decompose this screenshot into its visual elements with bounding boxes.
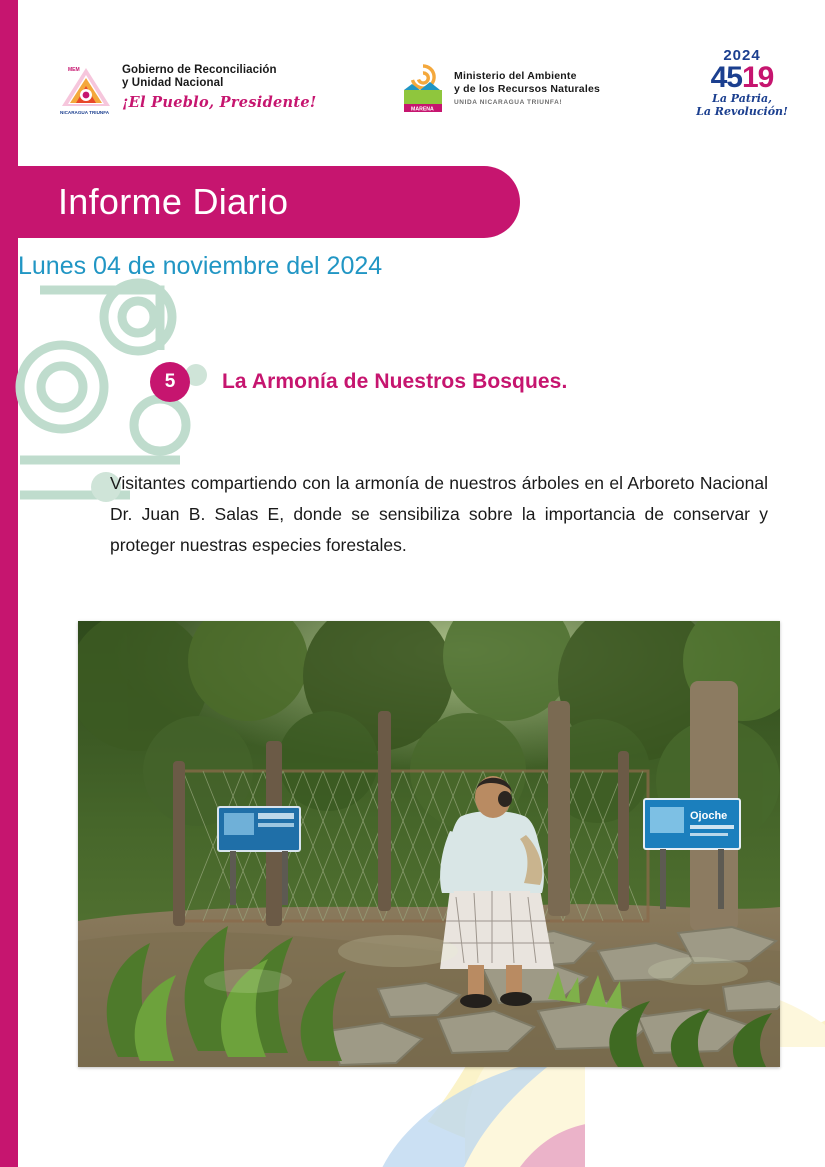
- gobierno-slogan: ¡El Pueblo, Presidente!: [122, 94, 317, 111]
- marena-line-2: y de los Recursos Naturales: [454, 82, 601, 95]
- marena-emblem-icon: [400, 60, 446, 118]
- emblem-caption: NICARAGUA TRIUNFA: [60, 110, 110, 115]
- marena-sub: UNIDA NICARAGUA TRIUNFA!: [454, 99, 563, 106]
- anniversary-number-45: 45: [710, 61, 742, 94]
- section-heading: La Armonía de Nuestros Bosques.: [222, 370, 568, 393]
- page-title: Informe Diario: [58, 181, 289, 222]
- section-header: [150, 362, 567, 402]
- section-number-badge: 5: [150, 362, 190, 402]
- logo-marena: [400, 60, 600, 118]
- gobierno-line-1: Gobierno de Reconciliación: [122, 64, 277, 76]
- anniversary-year: 2024: [723, 47, 761, 64]
- anniversary-number-19: 19: [742, 61, 774, 94]
- nicaragua-triunfa-emblem-icon: [58, 62, 114, 118]
- title-banner: [0, 166, 520, 238]
- svg-text:MEM: MEM: [68, 67, 80, 73]
- logo-anniversary-4519: [687, 48, 797, 118]
- marena-emblem-label: MARENA: [411, 106, 434, 113]
- section-body-text: Visitantes compartiendo con la armonía de nuestros árboles en el Arboreto Nacional Dr. Juan B. Salas E, donde se sensibiliza sobre la importancia de conservar y proteger nuestras especies forestales.: [110, 473, 768, 555]
- photo-sign-right-text: Ojoche: [690, 810, 728, 822]
- photo-arboreto: [78, 621, 780, 1067]
- report-date: Lunes 04 de noviembre del 2024: [18, 252, 383, 280]
- document-header: [0, 0, 825, 150]
- gobierno-line-2: y Unidad Nacional: [122, 77, 224, 89]
- anniversary-script-line-1: La Patria,: [712, 92, 772, 105]
- logo-gobierno-reconciliacion: [58, 62, 317, 118]
- anniversary-script-line-2: La Revolución!: [696, 105, 788, 118]
- marena-line-1: Ministerio del Ambiente: [454, 70, 577, 82]
